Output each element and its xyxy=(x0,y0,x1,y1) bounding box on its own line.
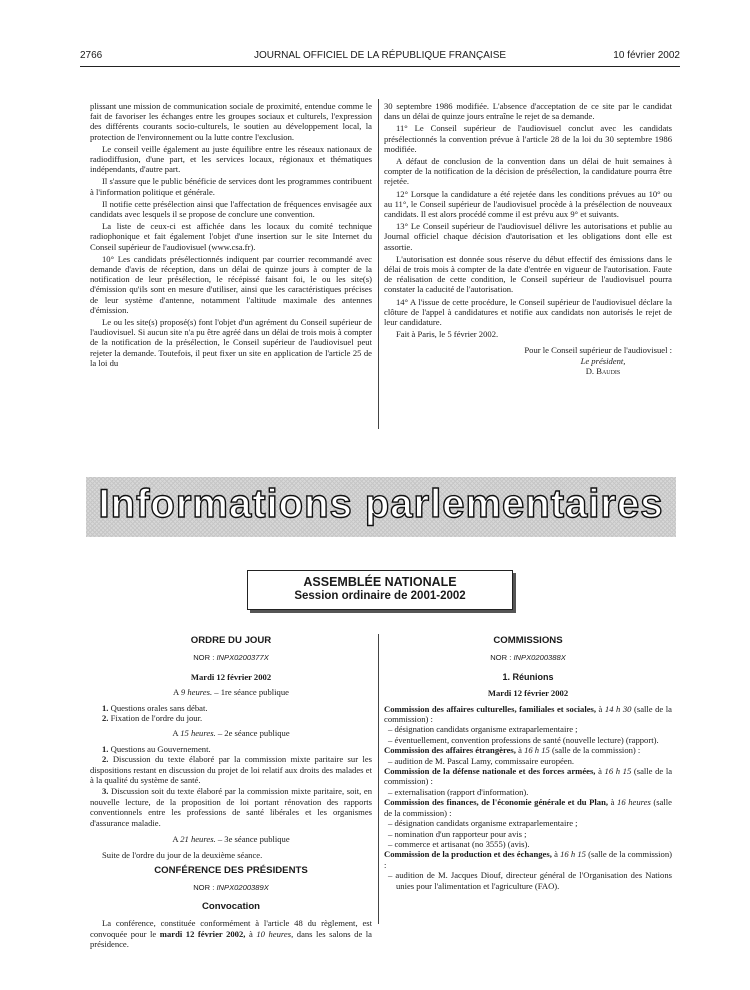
page-number: 2766 xyxy=(80,50,103,61)
day-heading: Mardi 12 février 2002 xyxy=(190,671,272,682)
page-header xyxy=(80,50,680,64)
paragraph: Il s'assure que le public bénéficie de services dont les programmes contribuent à l'information politique et générale. xyxy=(90,176,372,197)
commission-item: – éventuellement, convention professions de santé (nouvelle lecture) (rapport). xyxy=(388,734,659,745)
ordre-du-jour-heading: ORDRE DU JOUR xyxy=(190,635,272,646)
journal-title: JOURNAL OFFICIEL DE LA RÉPUBLIQUE FRANÇAISE xyxy=(253,50,507,61)
day-heading: Mardi 12 février 2002 xyxy=(487,688,569,699)
conference-heading: CONFÉRENCE DES PRÉSIDENTS xyxy=(154,864,308,876)
paragraph: 10° Les candidats présélectionnés indiquent par courrier recommandé avec demande d'avis de réception, dans un délai de quinze jours à compter de la notification de leur présélection, le récépissé faisant foi, le ou les site(s) d'émission qu'ils sont en mesure d'utiliser, ainsi que les caractéristiques précises de leur système d'antenne, notamment l'altitude maximale des antennes d'émission. xyxy=(90,253,372,315)
commission-item: – audition de M. Jacques Diouf, directeur général de l'Organisation des Nations unies pour l'alimentation et l'agriculture (FAO). xyxy=(388,870,672,891)
commission-item: – nomination d'un rapporteur pour avis ; xyxy=(388,828,527,839)
top-right-column xyxy=(384,101,672,376)
commission-item: – externalisation (rapport d'information). xyxy=(388,786,529,797)
banner-title: Informations parlementaires xyxy=(98,482,664,526)
commission-entry: Commission de la production et des échanges, à 16 h 15 (salle de la commission) : xyxy=(384,849,672,870)
signature-role: Le président, xyxy=(580,355,626,366)
commission-item: – désignation candidats organisme extraparlementaire ; xyxy=(388,724,578,735)
paragraph: 14° A l'issue de cette procédure, le Conseil supérieur de l'audiovisuel déclare la clôture de l'appel à candidatures et notifie aux candidats non autorisés le rejet de leur candidature. xyxy=(384,296,672,328)
seance-heading: A 15 heures. – 2e séance publique xyxy=(172,728,290,739)
commissions-heading: COMMISSIONS xyxy=(493,635,563,646)
bottom-left-column xyxy=(90,636,372,950)
column-divider xyxy=(378,634,379,924)
assembly-box xyxy=(247,570,513,610)
agenda-text: Suite de l'ordre du jour de la deuxième séance. xyxy=(102,849,263,860)
nor-reference: NOR : INPX0200389X xyxy=(193,883,269,893)
agenda-item: 1. Questions au Gouvernement. xyxy=(102,743,211,754)
agenda-item: 2. Discussion du texte élaboré par la commission mixte paritaire sur les dispositions restant en discussion du projet de loi relatif aux droits des malades et à la qualité du système de santé. xyxy=(90,754,372,786)
paragraph: A défaut de conclusion de la convention dans un délai de huit semaines à compter de la notification de la décision de présélection, la candidature pourra être rejetée. xyxy=(384,156,672,187)
paragraph: Il notifie cette présélection ainsi que l'affectation de fréquences envisagée aux candidats avec lesquels il se propose de conclure une convention. xyxy=(90,198,372,220)
paragraph: L'autorisation est donnée sous réserve du début effectif des émissions dans le délai de trois mois à compter de la date d'entrée en vigueur de l'autorisation. Faute de réalisation de cette condition, le Conseil supérieur de l'audiovisuel pourra constater la caducité de l'autorisation. xyxy=(384,253,672,295)
commission-entry: Commission de la défense nationale et des forces armées, à 16 h 15 (salle de la commission) : xyxy=(384,766,673,787)
paragraph: 11° Le Conseil supérieur de l'audiovisuel conclut avec les candidats présélectionnés la convention prévue à l'article 28 de la loi du 30 septembre 1986 modifiée. xyxy=(384,123,672,154)
nor-reference: NOR : INPX0200388X xyxy=(490,653,566,663)
commission-entry: Commission des affaires culturelles, familiales et sociales, à 14 h 30 (salle de la commission) : xyxy=(384,703,672,725)
signature-name: D. Baudis xyxy=(585,365,621,376)
paragraph: 30 septembre 1986 modifiée. L'absence d'acceptation de ce site par le candidat dans un délai de quinze jours entraîne le rejet de sa demande. xyxy=(384,101,672,122)
section-banner xyxy=(86,477,676,537)
assembly-title: ASSEMBLÉE NATIONALE xyxy=(303,575,457,589)
assembly-session: Session ordinaire de 2001-2002 xyxy=(294,590,466,602)
paragraph: 12° Lorsque la candidature a été rejetée dans les conditions prévues au 10° ou au 11°, le Conseil supérieur de l'audiovisuel procède à la présélection de nouveaux candidats. Il est alors procédé comme il est prévu aux 9° et suivants. xyxy=(384,188,672,220)
commission-item: – désignation candidats organisme extraparlementaire ; xyxy=(388,818,578,829)
bottom-right-column xyxy=(384,636,672,891)
place-date: Fait à Paris, le 5 février 2002. xyxy=(396,329,499,340)
seance-heading: A 21 heures. – 3e séance publique xyxy=(172,834,290,845)
commission-entry: Commission des finances, de l'économie générale et du Plan, à 16 heures (salle de la commission) : xyxy=(384,797,673,818)
agenda-item: 2. Fixation de l'ordre du jour. xyxy=(102,713,203,724)
column-divider xyxy=(378,99,379,429)
agenda-item: 3. Discussion soit du texte élaboré par la commission mixte paritaire, soit, en nouvelle lecture, de la proposition de loi portant rénovation des rapports conventionnels entre les professions de santé libérales et les organismes d'assurance maladie. xyxy=(90,786,372,828)
reunions-heading: 1. Réunions xyxy=(502,671,554,682)
paragraph: Le ou les site(s) proposé(s) font l'objet d'un agrément du Conseil supérieur de l'audiovisuel. Si aucun site n'a pu être agréé dans un délai de trois mois à compter de la notification de la présélection, le Conseil supérieur de l'audiovisuel peut rejeter la demande. Toutefois, il peut fixer un site en application de l'article 25 de la loi du xyxy=(90,317,372,368)
issue-date: 10 février 2002 xyxy=(613,50,680,61)
top-left-column xyxy=(90,101,372,370)
commission-item: – audition de M. Pascal Lamy, commissaire européen. xyxy=(388,755,575,766)
nor-reference: NOR : INPX0200377X xyxy=(193,653,269,663)
paragraph: 13° Le Conseil supérieur de l'audiovisuel délivre les autorisations et publie au Journal officiel chaque décision d'autorisation et les obligations dont elle est assortie. xyxy=(384,221,672,252)
commission-entry: Commission des affaires étrangères, à 16 h 15 (salle de la commission) : xyxy=(384,745,641,756)
agenda-item: 1. Questions orales sans débat. xyxy=(102,702,208,713)
signature-line: Pour le Conseil supérieur de l'audiovisuel : xyxy=(524,345,672,356)
header-rule xyxy=(80,66,680,67)
commission-item: – commerce et artisanat (no 3555) (avis). xyxy=(388,838,530,849)
paragraph: plissant une mission de communication sociale de proximité, entendue comme le fait de favoriser les échanges entre les groupes sociaux et culturels, l'expression des différents courants socio-culturels, le soutien au développement local, la protection de l'environnement ou la lutte contre l'exclusion. xyxy=(90,101,372,142)
convocation-heading: Convocation xyxy=(201,900,261,912)
paragraph: La liste de ceux-ci est affichée dans les locaux du comité technique radiophonique et fait également l'objet d'une insertion sur le site Internet du Conseil supérieur de l'audiovisuel (www.csa.fr). xyxy=(90,221,372,252)
convocation-text: La conférence, constituée conformément à l'article 48 du règlement, est convoquée pour le mardi 12 février 2002, à 10 heures, dans les salons de la présidence. xyxy=(90,918,373,949)
seance-heading: A 9 heures. – 1re séance publique xyxy=(173,687,289,698)
paragraph: Le conseil veille également au juste équilibre entre les réseaux nationaux de radiodiffusion, d'une part, et les services locaux, régionaux et thématiques indépendants, d'autre part. xyxy=(90,143,372,175)
